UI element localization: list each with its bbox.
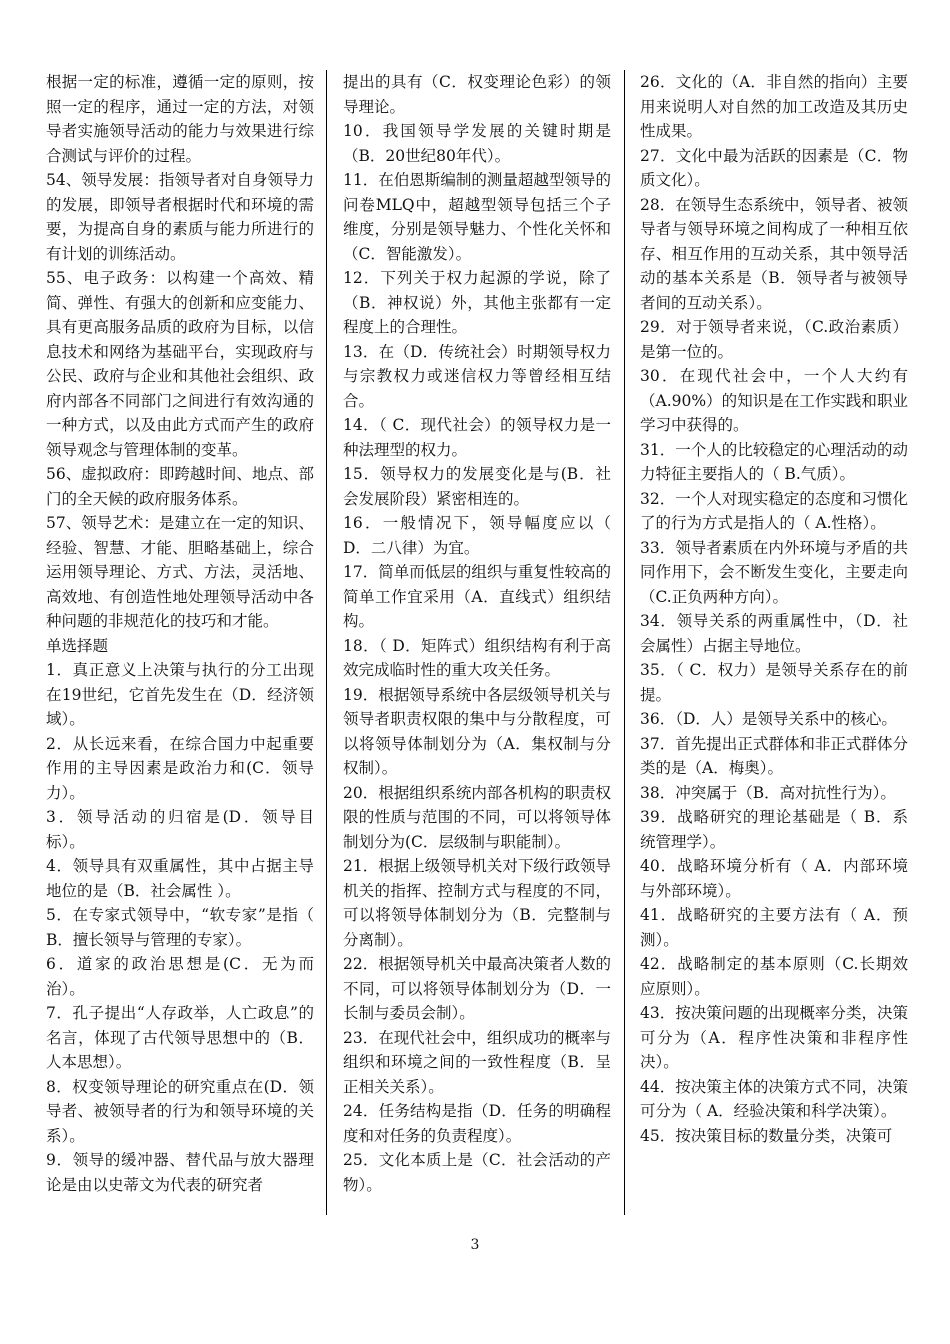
paragraph: 34．领导关系的两重属性中，（D．社会属性）占据主导地位。 xyxy=(640,612,908,655)
paragraph: 4．领导具有双重属性，其中占据主导地位的是（B．社会属性 ）。 xyxy=(46,857,314,900)
paragraph: 28．在领导生态系统中，领导者、被领导者与领导环境之间构成了一种相互依存、相互作用的互动关系，其中领导活动的基本关系是（B．领导者与被领导者间的互动关系）。 xyxy=(640,195,908,312)
paragraph: 20．根据组织系统内部各机构的职责权限的性质与范围的不同，可以将领导体制划分为(C．层级制与职能制）。 xyxy=(343,783,611,851)
paragraph: 8．权变领导理论的研究重点在(D．领导者、被领导者的行为和领导环境的关系）。 xyxy=(46,1077,314,1145)
paragraph: 21．根据上级领导机关对下级行政领导机关的指挥、控制方式与程度的不同，可以将领导体制划分为（B．完整制与分离制）。 xyxy=(343,857,611,949)
paragraph: 40．战略环境分析有（ A．内部环境与外部环境）。 xyxy=(640,857,908,900)
page-number: 3 xyxy=(470,1237,480,1253)
paragraph: 提出的具有（C．权变理论色彩）的领导理论。 xyxy=(343,73,611,116)
paragraph: 33．领导者素质在内外环境与矛盾的共同作用下，会不断发生变化，主要走向（C.正负两种方向）。 xyxy=(640,538,908,606)
paragraph: 2．从长远来看，在综合国力中起重要作用的主导因素是政治力和(C．领导力）。 xyxy=(46,734,314,802)
paragraph: 39．战略研究的理论基础是（ B．系统管理学）。 xyxy=(640,808,908,851)
paragraph: 22．根据领导机关中最高决策者人数的不同，可以将领导体制划分为（D．一长制与委员会制）。 xyxy=(343,955,611,1022)
paragraph: 24．任务结构是指（D．任务的明确程度和对任务的负责程度）。 xyxy=(343,1102,611,1145)
column-2 xyxy=(343,70,611,1210)
paragraph: 54、领导发展：指领导者对自身领导力的发展，即领导者根据时代和环境的需要，为提高自身的素质与能力所进行的有计划的训练活动。 xyxy=(46,171,314,263)
paragraph: 17．简单而低层的组织与重复性较高的简单工作宜采用（A．直线式）组织结构。 xyxy=(343,563,611,630)
paragraph: 6．道家的政治思想是(C．无为而治）。 xyxy=(46,955,314,998)
column-divider xyxy=(624,70,625,1215)
paragraph: 36．（D．人）是领导关系中的核心。 xyxy=(640,710,897,728)
paragraph: 7．孔子提出“人存政举，人亡政息”的名言，体现了古代领导思想中的（B．人本思想）。 xyxy=(46,1004,314,1071)
paragraph: 3．领导活动的归宿是(D．领导目标）。 xyxy=(46,808,314,851)
column-3 xyxy=(640,70,908,1210)
paragraph: 37．首先提出正式群体和非正式群体分类的是（A．梅奥）。 xyxy=(640,734,908,777)
paragraph: 29．对于领导者来说，（C.政治素质）是第一位的。 xyxy=(640,318,908,361)
paragraph: 18．（ D．矩阵式）组织结构有利于高效完成临时性的重大攻关任务。 xyxy=(343,636,611,679)
paragraph: 55、电子政务：以构建一个高效、精简、弹性、有强大的创新和应变能力、具有更高服务品质的政府为目标，以信息技术和网络为基础平台，实现政府与公民、政府与企业和其他社会组织、政府内部各不同部门之间进行有效沟通的一种方式，以及由此方式而产生的政府领导观念与管理体制的变革。 xyxy=(46,269,314,459)
paragraph: 43．按决策问题的出现概率分类，决策可分为（A．程序性决策和非程序性决）。 xyxy=(640,1004,908,1071)
paragraph: 31．一个人的比较稳定的心理活动的动力特征主要指人的（ B.气质）。 xyxy=(640,440,908,483)
paragraph: 45．按决策目标的数量分类，决策可 xyxy=(640,1126,893,1145)
paragraph: 26．文化的（A．非自然的指向）主要用来说明人对自然的加工改造及其历史性成果。 xyxy=(640,73,908,140)
paragraph: 11．在伯恩斯编制的测量超越型领导的问卷MLQ中，超越型领导包括三个子维度，分别是领导魅力、个性化关怀和（C．智能激发）。 xyxy=(343,171,611,263)
paragraph: 1．真正意义上决策与执行的分工出现在19世纪，它首先发生在（D．经济领域）。 xyxy=(46,661,314,728)
paragraph: 10．我国领导学发展的关键时期是（B．20世纪80年代）。 xyxy=(343,122,611,165)
paragraph: 19．根据领导系统中各层级领导机关与领导者职责权限的集中与分散程度，可以将领导体制划分为（A．集权制与分权制）。 xyxy=(343,685,611,777)
paragraph: 57、领导艺术：是建立在一定的知识、经验、智慧、才能、胆略基础上，综合运用领导理论、方式、方法，灵活地、高效地、有创造性地处理领导活动中各种问题的非规范化的技巧和才能。 xyxy=(46,514,314,630)
column-1 xyxy=(46,70,314,1210)
paragraph: 9．领导的缓冲器、替代品与放大器理论是由以史蒂文为代表的研究者 xyxy=(46,1151,314,1194)
paragraph: 25．文化本质上是（C．社会活动的产物）。 xyxy=(343,1151,611,1194)
paragraph: 14．（ C．现代社会）的领导权力是一种法理型的权力。 xyxy=(343,416,611,459)
paragraph: 13．在（D．传统社会）时期领导权力与宗教权力或迷信权力等曾经相互结合。 xyxy=(343,342,611,410)
paragraph: 32．一个人对现实稳定的态度和习惯化了的行为方式是指人的（ A.性格）。 xyxy=(640,489,908,532)
paragraph: 16．一般情况下，领导幅度应以（ D．二八律）为宜。 xyxy=(343,514,611,557)
paragraph: 27．文化中最为活跃的因素是（C．物质文化）。 xyxy=(640,146,908,189)
column-divider xyxy=(326,70,327,1215)
paragraph: 35．（ C．权力）是领导关系存在的前提。 xyxy=(640,661,908,704)
paragraph: 根据一定的标准，遵循一定的原则，按照一定的程序，通过一定的方法，对领导者实施领导活动的能力与效果进行综合测试与评价的过程。 xyxy=(46,73,314,165)
paragraph: 41．战略研究的主要方法有（ A．预测）。 xyxy=(640,906,908,949)
paragraph: 44．按决策主体的决策方式不同，决策可分为（ A．经验决策和科学决策）。 xyxy=(640,1077,908,1120)
paragraph: 38．冲突属于（B．高对抗性行为）。 xyxy=(640,783,896,802)
paragraph: 12．下列关于权力起源的学说，除了（B．神权说）外，其他主张都有一定程度上的合理性。 xyxy=(343,269,611,336)
paragraph: 30．在现代社会中，一个人大约有（A.90%）的知识是在工作实践和职业学习中获得的。 xyxy=(640,367,908,434)
paragraph: 5．在专家式领导中，“软专家”是指（ B．擅长领导与管理的专家）。 xyxy=(46,906,314,949)
paragraph: 15．领导权力的发展变化是与(B．社会发展阶段）紧密相连的。 xyxy=(343,465,611,508)
paragraph: 42．战略制定的基本原则（C.长期效应原则）。 xyxy=(640,955,908,998)
paragraph: 23．在现代社会中，组织成功的概率与组织和环境之间的一致性程度（B．呈正相关关系）。 xyxy=(343,1028,611,1096)
paragraph: 单选择题 xyxy=(46,636,109,655)
paragraph: 56、虚拟政府：即跨越时间、地点、部门的全天候的政府服务体系。 xyxy=(46,465,314,508)
